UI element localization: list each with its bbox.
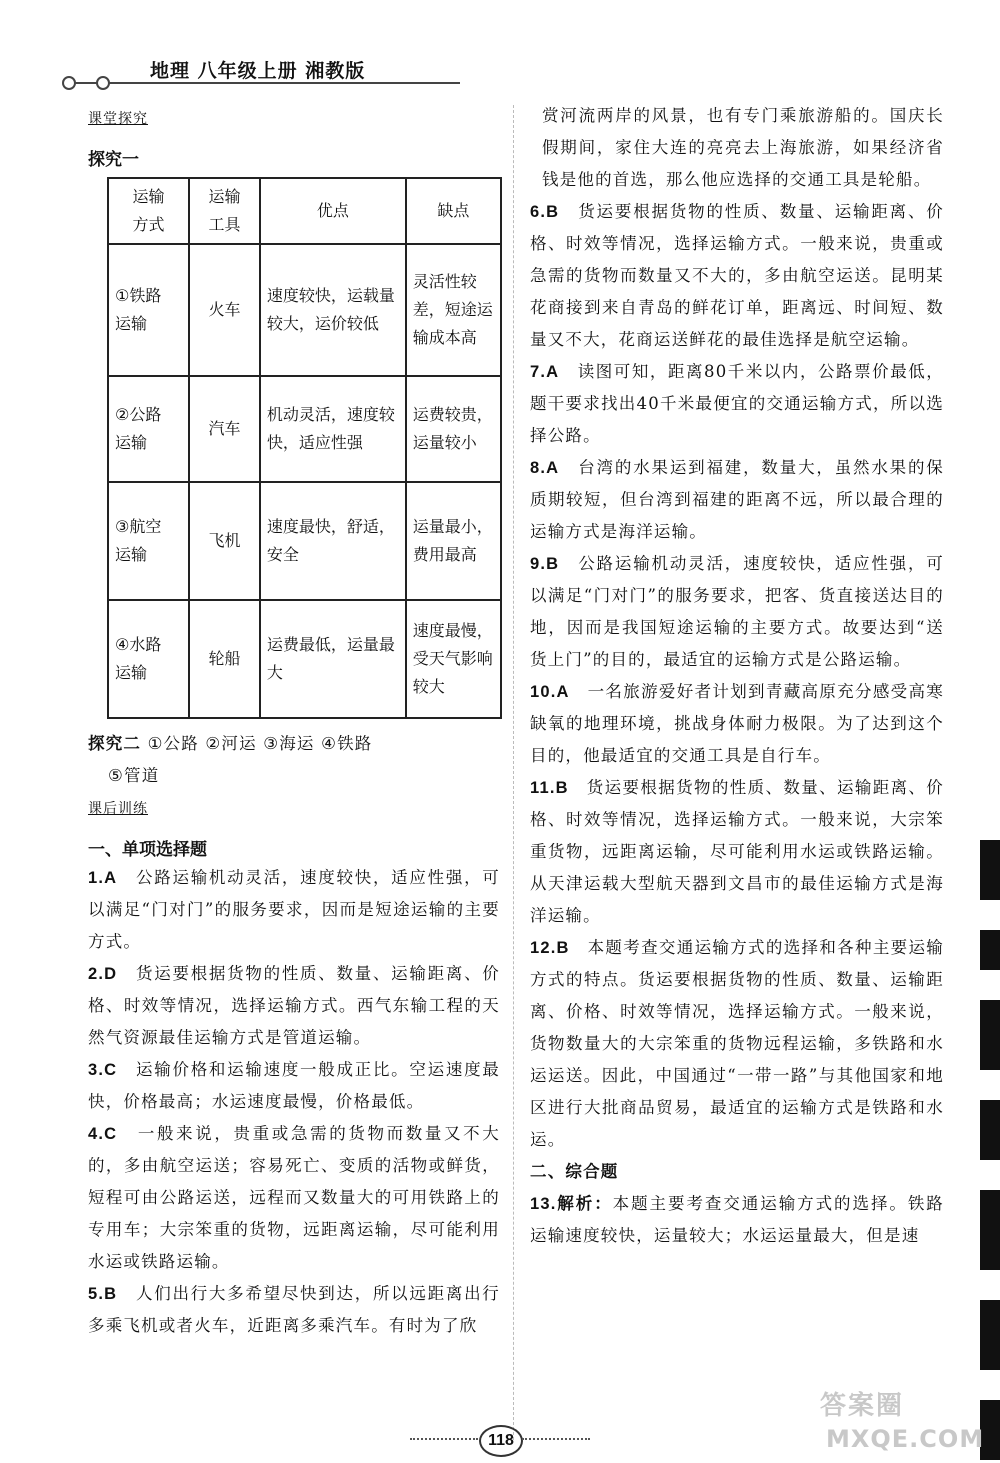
answer-item bbox=[530, 452, 944, 548]
edge-bar bbox=[980, 1190, 1000, 1270]
comprehensive-heading: 二、综合题 bbox=[530, 1162, 619, 1181]
answer-text: 台湾的水果运到福建，数量大，虽然水果的保质期较短，但台湾到福建的距离不远，所以最合理的运输方式是海洋运输。 bbox=[530, 458, 945, 541]
answer-number: 4.C bbox=[88, 1125, 118, 1143]
watermark-logo: 答案圈 bbox=[820, 1391, 905, 1421]
header-rule-dot-left bbox=[62, 76, 76, 90]
table-cell: 速度最快，舒适，安全 bbox=[260, 482, 406, 600]
answer-item bbox=[88, 862, 500, 958]
table-cell: 汽车 bbox=[189, 376, 260, 482]
explore-two-line bbox=[88, 728, 498, 760]
page-number-dots-left bbox=[410, 1438, 478, 1440]
edge-bar bbox=[980, 930, 1000, 970]
answer-item bbox=[88, 1054, 500, 1118]
table-cell: 运费较贵，运量较小 bbox=[406, 376, 501, 482]
table-cell: 速度最慢，受天气影响较大 bbox=[406, 600, 501, 718]
answer-number: 9.B bbox=[530, 555, 560, 573]
answer-text: 读图可知，距离80千米以内，公路票价最低，题干要求找出40千米最便宜的交通运输方式，所以选择公路。 bbox=[530, 362, 944, 445]
answer-text: 一般来说，贵重或急需的货物而数量又不大的，多由航空运送；容易死亡、变质的活物或鲜货，短程可由公路运送，远程而又数量大的可用铁路上的专用车；大宗笨重的货物，远距离运输，尽可能利用水运或铁路运输。 bbox=[88, 1124, 500, 1271]
table-header-cell: 运输 方式 bbox=[108, 178, 189, 244]
answer-number: 10.A bbox=[530, 683, 570, 701]
answer-item bbox=[530, 676, 944, 772]
edge-bar bbox=[980, 1100, 1000, 1160]
section-tag-after-class: 课后训练 bbox=[88, 801, 148, 817]
answer-item bbox=[88, 1278, 500, 1342]
answer-text: 本题考查交通运输方式的选择和各种主要运输方式的特点。货运要根据货物的性质、数量、运输距离、价格、时效等情况，选择运输方式。一般来说，货物数量大的大宗笨重的货物远程运输，多铁路和水运运送。因此，中国通过“一带一路”与其他国家和地区进行大批商品贸易，最适宜的运输方式是铁路和水运。 bbox=[530, 938, 944, 1149]
table-header-cell: 缺点 bbox=[406, 178, 501, 244]
table-cell: 运量最小，费用最高 bbox=[406, 482, 501, 600]
table-cell: ③航空 运输 bbox=[108, 482, 189, 600]
table-cell: ④水路 运输 bbox=[108, 600, 189, 718]
table-header-cell: 优点 bbox=[260, 178, 406, 244]
table-cell: ②公路 运输 bbox=[108, 376, 189, 482]
table-cell: 轮船 bbox=[189, 600, 260, 718]
single-choice-heading: 一、单项选择题 bbox=[88, 840, 207, 860]
table-cell: 灵活性较差，短途运输成本高 bbox=[406, 244, 501, 376]
answer-item bbox=[530, 548, 944, 676]
answer-text: 一名旅游爱好者计划到青藏高原充分感受高寒缺氧的地理环境，挑战身体耐力极限。为了达到这个目的，他最适宜的交通工具是自行车。 bbox=[530, 682, 944, 765]
table-row bbox=[108, 482, 501, 600]
edge-bar bbox=[980, 840, 1000, 900]
watermark-url: MXQE.COM bbox=[826, 1425, 985, 1453]
answer-item bbox=[530, 1188, 944, 1252]
table-row bbox=[108, 376, 501, 482]
answer-item bbox=[88, 958, 500, 1054]
answer-item bbox=[530, 356, 944, 452]
table-header-row bbox=[108, 178, 501, 244]
edge-bar bbox=[980, 1300, 1000, 1370]
transport-comparison-table bbox=[107, 177, 502, 719]
answer-text: 公路运输机动灵活，速度较快，适应性强，可以满足“门对门”的服务要求，把客、货直接送达目的地，因而是我国短途运输的主要方式。故要达到“送货上门”的目的，最适宜的运输方式是公路运输。 bbox=[530, 554, 945, 669]
page-number-badge bbox=[410, 1425, 590, 1455]
table-row bbox=[108, 600, 501, 718]
table-cell: 飞机 bbox=[189, 482, 260, 600]
right-answer-list bbox=[530, 100, 944, 1252]
table-header-cell: 运输 工具 bbox=[189, 178, 260, 244]
answer-number: 3.C bbox=[88, 1061, 118, 1079]
page-number: 118 bbox=[479, 1425, 523, 1457]
table-cell: ①铁路 运输 bbox=[108, 244, 189, 376]
column-divider bbox=[513, 105, 514, 1440]
page-header-title: 地理 八年级上册 湘教版 bbox=[150, 60, 366, 82]
section-tag-class-explore: 课堂探究 bbox=[88, 111, 148, 127]
table-cell: 运费最低，运量最大 bbox=[260, 600, 406, 718]
answer-item bbox=[530, 772, 944, 932]
table-cell: 火车 bbox=[189, 244, 260, 376]
explore-two-label: 探究二 bbox=[88, 734, 142, 753]
page-number-dots-right bbox=[522, 1438, 590, 1440]
left-answer-list bbox=[88, 862, 500, 1342]
edge-bar bbox=[980, 1000, 1000, 1070]
header-rule-dot-right bbox=[96, 76, 110, 90]
answer-text: 人们出行大多希望尽快到达，所以远距离出行多乘飞机或者火车，近距离多乘汽车。有时为了欣 bbox=[88, 1284, 500, 1335]
explore-two-answers-cont: ⑤管道 bbox=[108, 766, 160, 785]
table-cell: 速度较快，运载量较大，运价较低 bbox=[260, 244, 406, 376]
analysis-label: 解析： bbox=[556, 1194, 613, 1213]
explore-two-answers: ①公路 ②河运 ③海运 ④铁路 bbox=[147, 734, 373, 753]
answer-number: 7.A bbox=[530, 363, 560, 381]
edge-thumb-marks bbox=[980, 840, 1000, 1460]
answer-number: 12.B bbox=[530, 939, 570, 957]
table-cell: 机动灵活，速度较快，适应性强 bbox=[260, 376, 406, 482]
table-row bbox=[108, 244, 501, 376]
answer-item bbox=[530, 932, 944, 1156]
answer-number: 8.A bbox=[530, 459, 560, 477]
answer-item bbox=[88, 1118, 500, 1278]
answer-number: 5.B bbox=[88, 1285, 118, 1303]
answer-text: 运输价格和运输速度一般成正比。空运速度最快，价格最高；水运速度最慢，价格最低。 bbox=[88, 1060, 500, 1111]
answer-text: 货运要根据货物的性质、数量、运输距离、价格、时效等情况，选择运输方式。一般来说，贵重或急需的货物而数量又不大的，多由航空运送。昆明某花商接到来自青岛的鲜花订单，距离远、时间短、数量又不大，花商运送鲜花的最佳选择是航空运输。 bbox=[530, 202, 945, 349]
answer-text: 公路运输机动灵活，速度较快，适应性强，可以满足“门对门”的服务要求，因而是短途运输的主要方式。 bbox=[88, 868, 500, 951]
answer-number: 1.A bbox=[88, 869, 118, 887]
answer-text: 本题主要考查交通运输方式的选择。铁路运输速度较快，运量较大；水运运量最大，但是速 bbox=[530, 1194, 944, 1245]
answer-item bbox=[530, 196, 944, 356]
answer-number: 6.B bbox=[530, 203, 560, 221]
answer-text: 货运要根据货物的性质、数量、运输距离、价格、时效等情况，选择运输方式。一般来说，大宗笨重货物，远距离运输，尽可能利用水运或铁路运输。从天津运载大型航天器到文昌市的最佳运输方式是海洋运输。 bbox=[530, 778, 945, 925]
answer-number: 11.B bbox=[530, 779, 569, 797]
answer-continuation: 赏河流两岸的风景，也有专门乘旅游船的。国庆长假期间，家住大连的亮亮去上海旅游，如果经济省钱是他的首选，那么他应选择的交通工具是轮船。 bbox=[542, 106, 944, 189]
answer-number: 13. bbox=[530, 1195, 557, 1213]
header-rule bbox=[70, 82, 460, 84]
answer-text: 货运要根据货物的性质、数量、运输距离、价格、时效等情况，选择运输方式。西气东输工程的天然气资源最佳运输方式是管道运输。 bbox=[88, 964, 500, 1047]
answer-number: 2.D bbox=[88, 965, 118, 983]
explore-one-heading: 探究一 bbox=[88, 150, 139, 170]
